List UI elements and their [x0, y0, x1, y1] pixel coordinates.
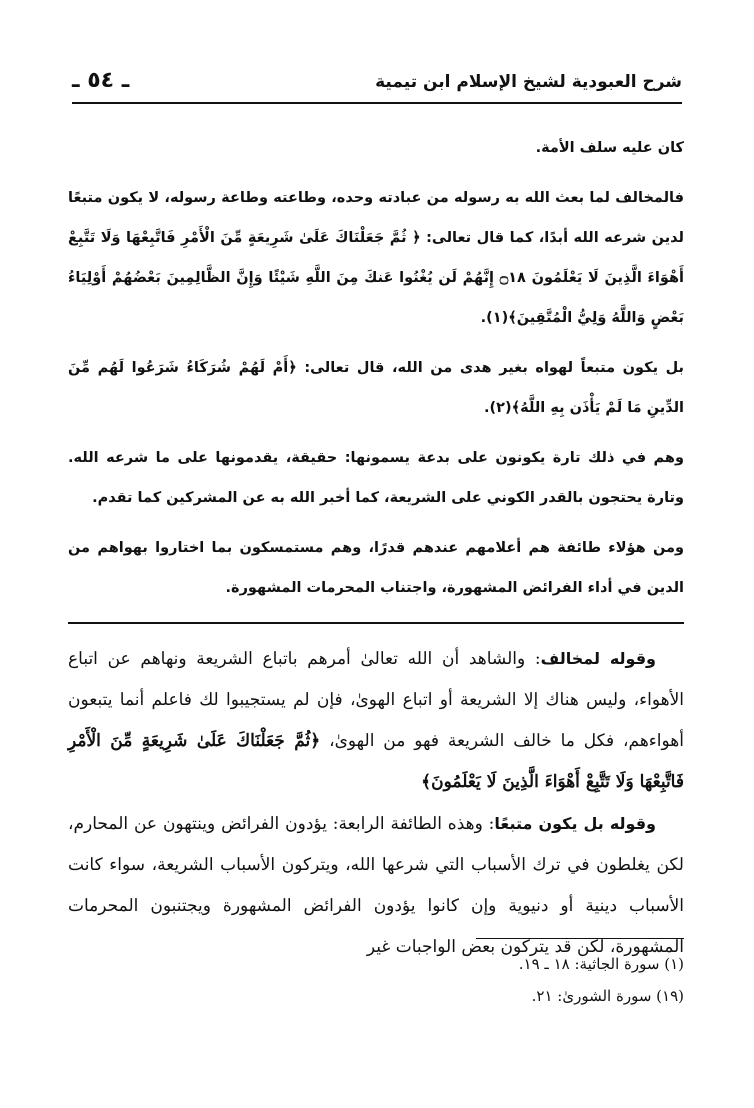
footnote-2: (١٩) سورة الشورىٰ: ٢١.	[531, 987, 684, 1005]
running-title: شرح العبودية لشيخ الإسلام ابن تيمية	[375, 72, 682, 92]
quran-quote: ﴿ثُمَّ جَعَلْنَاكَ عَلَىٰ شَرِيعَةٍ مِّنَ الْأَمْرِ فَاتَّبِعْهَا وَلَا تَتَّبِعْ أَهْوَاءَ الَّذِينَ لَا يَعْلَمُونَ﴾	[68, 731, 684, 792]
commentary-lead: وقوله لمخالف	[540, 649, 657, 668]
text-paragraph-3: بل يكون متبعاً لهواه بغير هدى من الله، قال تعالى: ﴿أَمْ لَهُمْ شُرَكَاءُ شَرَعُوا لَهُم مِّنَ الدِّينِ مَا لَمْ يَأْذَن بِهِ اللَّهُ﴾(٢).	[68, 360, 684, 416]
text-paragraph-2: فالمخالف لما بعث الله به رسوله من عبادته وحده، وطاعته وطاعة رسوله، لا يكون متبعًا لدين شرعه الله أبدًا، كما قال تعالى: ﴿ ثُمَّ جَعَلْنَاكَ عَلَىٰ شَرِيعَةٍ مِّنَ الْأَمْرِ فَاتَّبِعْهَا وَلَا تَتَّبِعْ أَهْوَاءَ الَّذِينَ لَا يَعْلَمُونَ ۝١٨ إِنَّهُمْ لَن يُغْنُوا عَنكَ مِنَ اللَّهِ شَيْئًا وَإِنَّ الظَّالِمِينَ بَعْضُهُمْ أَوْلِيَاءُ بَعْضٍ وَاللَّهُ وَلِيُّ الْمُتَّقِينَ﴾(١).	[68, 190, 684, 326]
running-header	[72, 68, 682, 104]
text-paragraph-1: كان عليه سلف الأمة.	[535, 140, 684, 156]
commentary-text: : وهذه الطائفة الرابعة: يؤدون الفرائض وينتهون عن المحارم، لكن يغلطون في ترك الأسباب التي شرعها الله، ويتركون الأسباب الشريعة، سواء كانت الأسباب دينية أو دنيوية وإن كانوا يؤدون الفرائض المشهورة ويجتنبون المحرمات المشهورة، لكن قد يتركون بعض الواجبات غير	[68, 814, 684, 957]
footnote-rule	[476, 938, 684, 939]
commentary-paragraph-1	[68, 638, 684, 803]
page-number: ـ ٥٤ ـ	[72, 68, 130, 93]
footnote-1: (١) سورة الجاثية: ١٨ ـ ١٩.	[518, 955, 684, 973]
main-text	[68, 128, 684, 968]
section-divider	[68, 622, 684, 624]
text-paragraph-4: وهم في ذلك تارة يكونون على بدعة يسمونها: حقيقة، يقدمونها على ما شرعه الله. وتارة يحتجون بالقدر الكوني على الشريعة، كما أخبر الله به عن المشركين كما تقدم.	[68, 450, 684, 506]
commentary-text: : والشاهد أن الله تعالىٰ أمرهم باتباع الشريعة ونهاهم عن اتباع الأهواء، وليس هناك إلا الشريعة أو اتباع الهوىٰ، فإن لم يستجيبوا لك فاعلم أنما يتبعون أهواءهم، فكل ما خالف الشريعة فهو من الهوىٰ،	[68, 649, 684, 751]
text-paragraph-5: ومن هؤلاء طائفة هم أعلامهم عندهم قدرًا، وهم مستمسكون بما اختاروا بهواهم من الدين في أداء الفرائض المشهورة، واجتناب المحرمات المشهورة.	[68, 540, 684, 596]
commentary-paragraph-2	[68, 803, 684, 968]
footnotes	[284, 948, 684, 1012]
commentary-lead: وقوله بل يكون متبعًا	[494, 814, 657, 833]
